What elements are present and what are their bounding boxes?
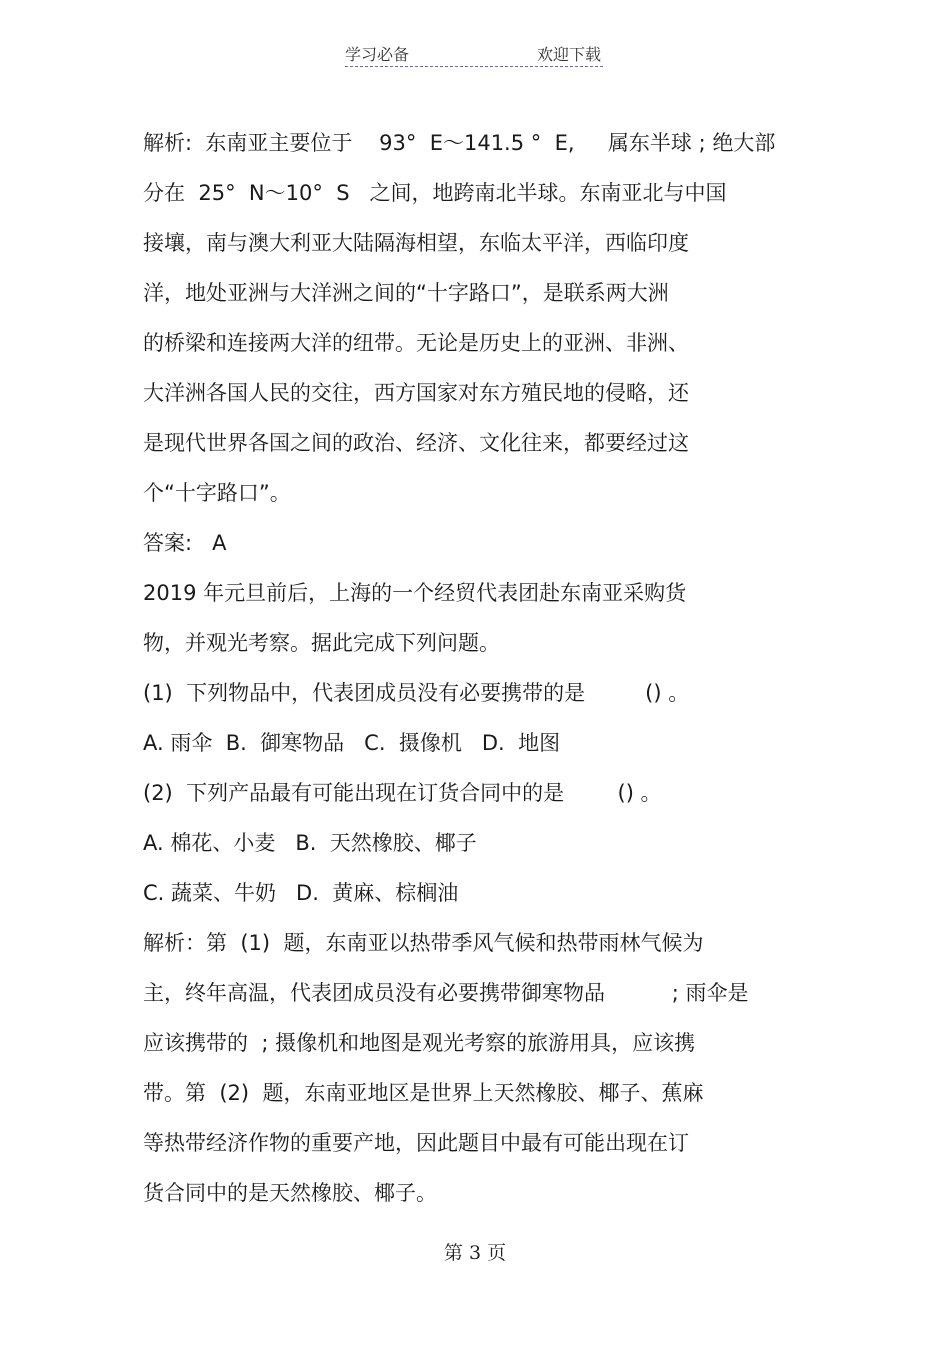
page-header: [345, 40, 603, 67]
text-line: 分在 25° N～10° S 之间，地跨南北半球。东南亚北与中国: [143, 181, 727, 205]
text-line: 是现代世界各国之间的政治、经济、文化往来，都要经过这: [143, 431, 689, 455]
text-line: 个“十字路口”。: [143, 481, 291, 505]
text-line: 等热带经济作物的重要产地，因此题目中最有可能出现在订: [143, 1131, 689, 1155]
options-line: C. 蔬菜、牛奶 D. 黄麻、棕榈油: [143, 881, 459, 905]
text-line: 接壤，南与澳大利亚大陆隔海相望，东临太平洋，西临印度: [143, 231, 689, 255]
question-line: (2) 下列产品最有可能出现在订货合同中的是 () 。: [143, 781, 662, 805]
options-line: A. 棉花、小麦 B. 天然橡胶、椰子: [143, 831, 477, 855]
text-line: 解析: 东南亚主要位于 93° E～141.5 ° E, 属东半球 ; 绝大部: [143, 131, 776, 155]
answer-line: 答案: A: [143, 531, 227, 555]
text-line: 货合同中的是天然橡胶、椰子。: [143, 1181, 437, 1205]
text-line: 物，并观光考察。据此完成下列问题。: [143, 631, 500, 655]
text-line: 大洋洲各国人民的交往，西方国家对东方殖民地的侵略，还: [143, 381, 689, 405]
header-left-text: 学习必备: [345, 45, 410, 64]
text-line: 带。第 (2) 题，东南亚地区是世界上天然橡胶、椰子、蕉麻: [143, 1081, 704, 1105]
text-line: 2019 年元旦前后，上海的一个经贸代表团赴东南亚采购货: [143, 581, 687, 605]
options-line: A. 雨伞 B. 御寒物品 C. 摄像机 D. 地图: [143, 731, 561, 755]
page-number: 第 3 页: [443, 1242, 507, 1264]
text-line: 洋，地处亚洲与大洋洲之间的“十字路口”，是联系两大洲: [143, 281, 669, 305]
header-right-text: 欢迎下载: [536, 45, 601, 64]
text-line: 解析：第 (1) 题，东南亚以热带季风气候和热带雨林气候为: [143, 931, 704, 955]
text-line: 主，终年高温，代表团成员没有必要携带御寒物品 ; 雨伞是: [143, 981, 749, 1005]
document-body: [143, 118, 823, 1218]
text-line: 的桥梁和连接两大洋的纽带。无论是历史上的亚洲、非洲、: [143, 331, 689, 355]
text-line: 应该携带的 ; 摄像机和地图是观光考察的旅游用具，应该携: [143, 1031, 696, 1055]
question-line: (1) 下列物品中，代表团成员没有必要携带的是 () 。: [143, 681, 690, 705]
